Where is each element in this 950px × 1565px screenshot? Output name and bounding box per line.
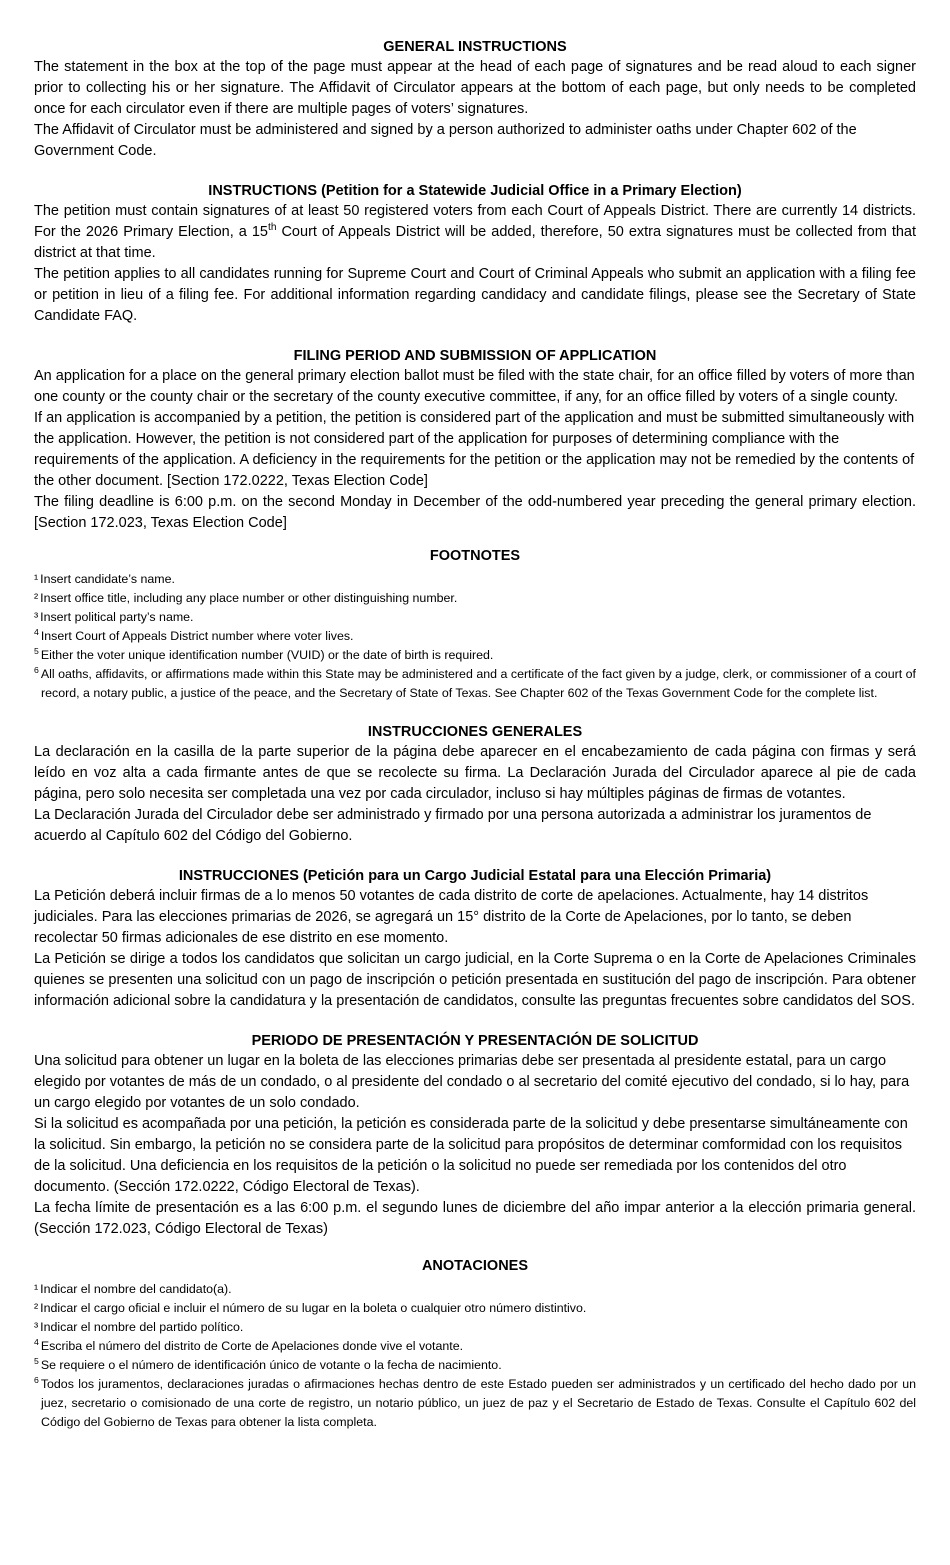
footnotes-heading: FOOTNOTES (429, 548, 521, 564)
filing-period-section (34, 346, 916, 534)
footnote-text: Indicar el nombre del partido político. (40, 1320, 244, 1334)
footnote-text: Todos los juramentos, declaraciones juradas o afirmaciones hechas dentro de este Estado pueden ser administrados y un certificado del hecho dado por un juez, secretario o comisionado de una corte de registro, un notario público, un juez de paz y el Secretario de Estado de Texas. Consulte el Capítulo 602 del Código del Gobierno de Texas para obtener la lista completa. (40, 1377, 916, 1429)
footnote-mark: ¹ (34, 1282, 39, 1296)
filing-period-spanish-section (34, 1031, 916, 1240)
footnote-item (34, 570, 916, 589)
footnotes-section (34, 546, 916, 703)
footnote-item (34, 1280, 916, 1299)
body-paragraph: The Affidavit of Circulator must be administered and signed by a person authorized to administer oaths under Chapter 602 of the Government Code. (34, 122, 857, 159)
footnote-item (34, 1318, 916, 1337)
body-paragraph: An application for a place on the general primary election ballot must be filed with the state chair, for an office filled by voters of more than one county or the county chair or the secretary of the county executive committee, if any, for an office filled by voters of a single county. (34, 368, 915, 405)
body-paragraph: Si la solicitud es acompañada por una petición, la petición es considerada parte de la solicitud y debe presentarse simultáneamente con la solicitud. Sin embargo, la petición no se considera parte de la solicitud para propósitos de determinar comformidad con los requisitos de la solicitud. Una deficiencia en los requisitos de la petición o la solicitud no puede ser remediada por los contenidos del otro documento. (Sección 172.0222, Código Electoral de Texas). (34, 1116, 908, 1195)
footnote-item (34, 1375, 916, 1432)
footnote-mark: 4 (34, 1336, 39, 1347)
ordinal-suffix: th (268, 222, 277, 234)
footnote-item (34, 627, 916, 646)
body-paragraph: The filing deadline is 6:00 p.m. on the second Monday in December of the odd-numbered year preceding the general primary election. [Section 172.023, Texas Election Code] (34, 494, 916, 531)
footnote-item (34, 1356, 916, 1375)
footnote-text: Insert political party’s name. (40, 610, 194, 624)
footnote-text: All oaths, affidavits, or affirmations made within this State may be administered and a certificate of the fact given by a judge, clerk, or commissioner of a court of record, a notary public, a justice of the peace, and the Secretary of State of Texas. See Chapter 602 of the Texas Government Code for the complete list. (40, 667, 916, 700)
body-paragraph: If an application is accompanied by a petition, the petition is considered part of the application and must be submitted simultaneously with the application. However, the petition is not considered part of the application for purposes of determining compliance with the requirements of the application. A deficiency in the requirements for the petition or the application may not be remedied by the contents of the other document. [Section 172.0222, Texas Election Code] (34, 410, 915, 489)
footnotes-heading: ANOTACIONES (421, 1258, 529, 1274)
body-paragraph: La declaración en la casilla de la parte superior de la página debe aparecer en el encabezamiento de cada página con firmas y será leído en voz alta a cada firmante antes de que se recolecte su firma. La Declaración Jurada del Circulador aparece al pie de cada página, pero solo necesita ser completada una vez por cada circulador, incluso si hay múltiples páginas de firmas de votantes. (34, 744, 916, 802)
footnote-item (34, 646, 916, 665)
section-heading: GENERAL INSTRUCTIONS (383, 39, 567, 55)
footnote-mark: ² (34, 591, 39, 605)
section-heading: INSTRUCTIONS (Petition for a Statewide Judicial Office in a Primary Election) (208, 183, 742, 199)
footnote-item (34, 1337, 916, 1356)
body-paragraph: The statement in the box at the top of the page must appear at the head of each page of signatures and be read aloud to each signer prior to collecting his or her signature. The Affidavit of Circulator appears at the bottom of each page, but only needs to be completed once for each circulator even if there are multiple pages of voters’ signatures. (34, 59, 916, 117)
section-heading: INSTRUCCIONES GENERALES (367, 724, 583, 740)
footnote-text: Either the voter unique identification number (VUID) or the date of birth is required. (40, 648, 494, 662)
footnote-text: Escriba el número del distrito de Corte de Apelaciones donde vive el votante. (40, 1339, 464, 1353)
body-paragraph (34, 201, 916, 264)
body-paragraph: La Declaración Jurada del Circulador debe ser administrado y firmado por una persona autorizada a administrar los juramentos de acuerdo al Capítulo 602 del Código del Gobierno. (34, 807, 872, 844)
footnote-mark: 4 (34, 626, 39, 637)
footnote-item (34, 608, 916, 627)
instructions-spanish-section (34, 866, 916, 1012)
body-paragraph: La Petición deberá incluir firmas de a lo menos 50 votantes de cada distrito de corte de apelaciones. Actualmente, hay 14 distritos judiciales. Para las elecciones primarias de 2026, se agregará un 15° distrito de la Corte de Apelaciones, por lo tanto, se deben recolectar 50 firmas adicionales de ese distrito en ese momento. (34, 888, 869, 946)
footnote-mark: 5 (34, 1355, 39, 1366)
section-heading: FILING PERIOD AND SUBMISSION OF APPLICATION (293, 348, 657, 364)
instructions-section (34, 181, 916, 327)
footnote-text: Insert candidate’s name. (40, 572, 175, 586)
footnote-mark: ² (34, 1301, 39, 1315)
general-instructions-spanish-section (34, 722, 916, 847)
footnotes-spanish-section (34, 1256, 916, 1432)
footnote-mark: 6 (34, 1374, 39, 1385)
footnote-mark: ³ (34, 610, 39, 624)
footnote-text: Indicar el cargo oficial e incluir el número de su lugar en la boleta o cualquier otro número distintivo. (40, 1301, 587, 1315)
footnote-text: Indicar el nombre del candidato(a). (40, 1282, 232, 1296)
footnote-item (34, 589, 916, 608)
footnote-text: Insert Court of Appeals District number where voter lives. (40, 629, 354, 643)
footnote-item (34, 665, 916, 703)
footnote-item (34, 1299, 916, 1318)
body-paragraph: La fecha límite de presentación es a las 6:00 p.m. el segundo lunes de diciembre del año impar anterior a la elección primaria general. (Sección 172.023, Código Electoral de Texas) (34, 1200, 916, 1237)
section-heading: PERIODO DE PRESENTACIÓN Y PRESENTACIÓN DE SOLICITUD (251, 1033, 699, 1049)
footnote-mark: ¹ (34, 572, 39, 586)
body-paragraph: La Petición se dirige a todos los candidatos que solicitan un cargo judicial, en la Corte Suprema o en la Corte de Apelaciones Criminales quienes se presenten una solicitud con un pago de inscripción o petición presentada en sustitución del pago de inscripción. Para obtener información adicional sobre la candidatura y la presentación de candidatos, consulte las preguntas frecuentes sobre candidatos del SOS. (34, 951, 916, 1009)
general-instructions-section (34, 37, 916, 162)
body-paragraph: The petition applies to all candidates running for Supreme Court and Court of Criminal Appeals who submit an application with a filing fee or petition in lieu of a filing fee. For additional information regarding candidacy and candidate filings, please see the Secretary of State Candidate FAQ. (34, 266, 916, 324)
paragraph-text: The petition must contain signatures of at least 50 registered voters from each Court of Appeals District. There are currently 14 districts. For the 2026 Primary Election, a 15 (34, 203, 916, 240)
footnote-text: Insert office title, including any place number or other distinguishing number. (40, 591, 458, 605)
footnote-text: Se requiere o el número de identificación único de votante o la fecha de nacimiento. (40, 1358, 502, 1372)
paragraph-text: Court of Appeals District will be added, therefore, 50 extra signatures must be collected from that district at that time. (34, 224, 917, 261)
footnote-mark: ³ (34, 1320, 39, 1334)
footnote-mark: 6 (34, 664, 39, 675)
body-paragraph: Una solicitud para obtener un lugar en la boleta de las elecciones primarias debe ser presentada al presidente estatal, para un cargo elegido por votantes de más de un condado, o al presidente del condado o al secretario del comité ejecutivo del condado, si lo hay, para un cargo elegido por votantes de un solo condado. (34, 1053, 910, 1111)
section-heading: INSTRUCCIONES (Petición para un Cargo Judicial Estatal para una Elección Primaria) (178, 868, 772, 884)
footnote-mark: 5 (34, 645, 39, 656)
